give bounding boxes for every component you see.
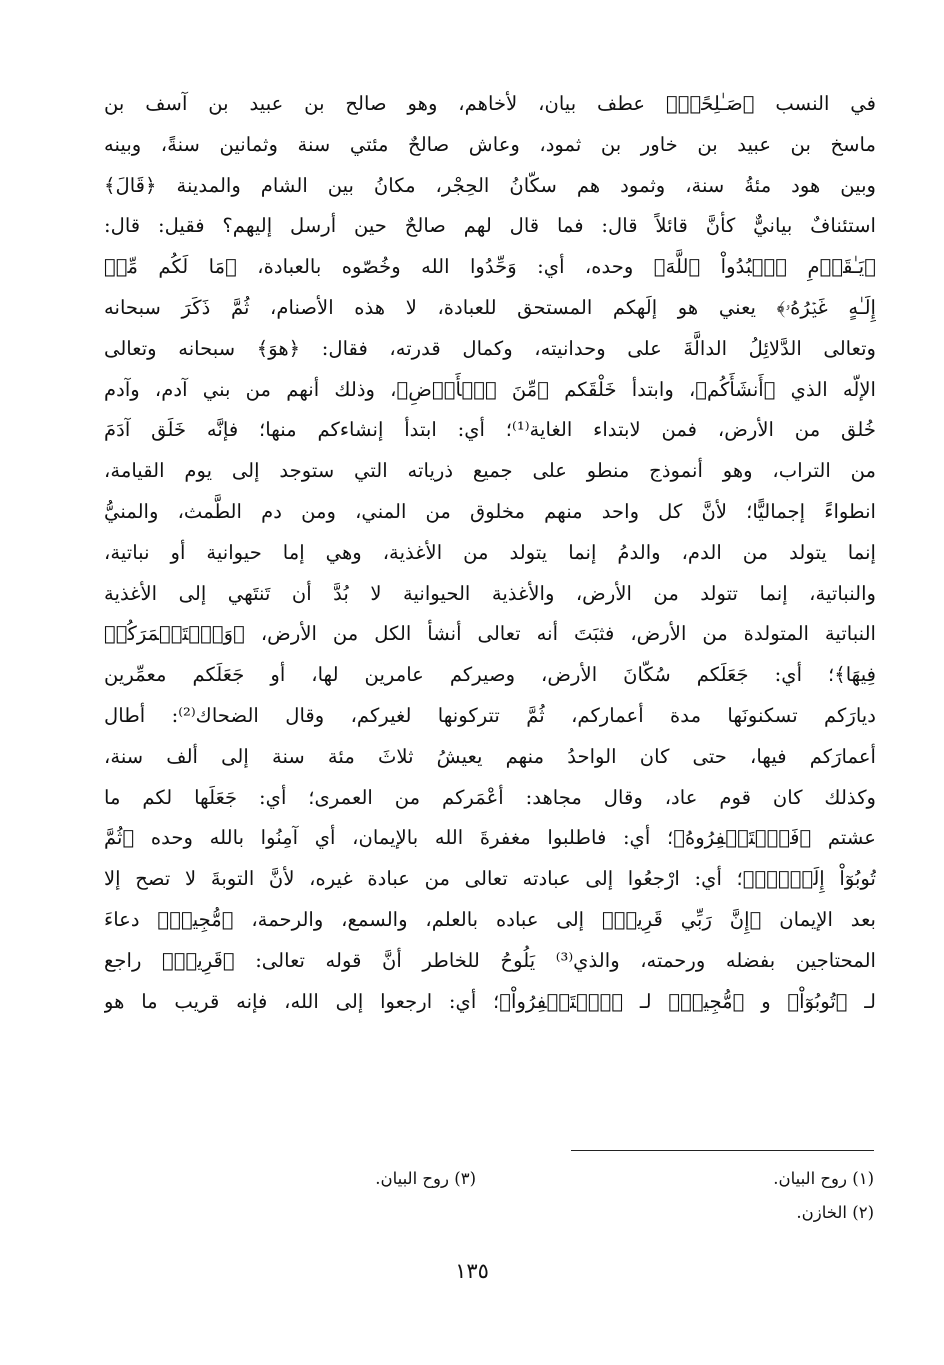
text-line: بعد الإيمان ﴿إِنَّ رَبِّي قَرِيبٞ﴾ إلى عباده بالعلم، والسمع، والرحمة، ﴿مُّجِيبٞ﴾ دعاءَ [104, 907, 876, 931]
footnote-2: (٢) الخازن. [796, 1203, 874, 1222]
text-line: إِلَـٰهٍ غَيۡرُهُۥ﴾ يعني هو إلَهكم المستحق للعبادة، لا هذه الأصنام، ثُمَّ ذَكَرَ سبحانه [104, 295, 876, 319]
text-line: المحتاجين بفضله ورحمته، والذي⁽³⁾ يَلُوحُ للخاطر أنَّ قوله تعالى: ﴿قَرِيبٞ﴾ راجع [104, 948, 876, 972]
text-line: انطواءً إجماليًّا؛ لأنَّ كل واحد منهم مخلوق من المني، ومن دم الطَّمث، والمنيُّ [104, 499, 876, 523]
text-line: استئنافٌ بيانيٌّ كأنَّ قائلاً قال: فما قال لهم صالحٌ حين أرسل إليهم؟ فقيل: قال: [104, 214, 876, 238]
text-line: خُلق من الأرض، فمن لابتداء الغاية⁽¹⁾؛ أي: ابتدأ إنشاءكم منها؛ فإنَّه خَلَق آدَمَ [104, 418, 876, 442]
main-text-block [104, 84, 876, 1022]
text-line: وبين هود مئةُ سنة، وثمود هم سكّانُ الحِجْر، مكانُ بين الشام والمدينة ﴿قَالَ﴾ [104, 173, 876, 197]
text-line: في النسب ﴿صَـٰلِحًاۚ﴾ عطف بيان، لأخاهم، وهو صالح بن عبيد بن آسف بن [104, 92, 876, 115]
footnote-1: (١) روح البيان. [773, 1169, 874, 1188]
text-line: الإلّه الذي ﴿أَنشَأَكُم﴾، وابتدأ خَلْقَكم ﴿مِّنَ ٱلۡأَرۡضِ﴾، وذلك أنهم من بني آدم، وآدم [104, 377, 876, 401]
footnote-divider [571, 1150, 874, 1151]
text-line: فِيهَا﴾؛ أي: جَعَلَكم سُكّانَ الأرض، وصيركم عامرين لها، أو جَعَلَكم معمِّرين [104, 663, 876, 687]
footnote-row [104, 1196, 874, 1230]
text-line: وكذلك كان قوم عاد، وقال مجاهد: أعْمَركم من العمرى؛ أي: جَعَلَها لكم ما [104, 785, 876, 809]
footnotes-block [104, 1162, 874, 1230]
text-line: وتعالى الدَّلائِلُ الدالَّةَ على وحدانيته، وكمال قدرته، فقال: ﴿هوَ﴾ سبحانه وتعالى [104, 336, 876, 360]
text-line: إنما يتولد من الدم، والدمُ إنما يتولد من الأغذية، وهي إما حيوانية أو نباتية، [104, 540, 876, 564]
footnote-row [104, 1162, 874, 1196]
text-line: ﴿يَـٰقَوۡمِ ٱعۡبُدُواْ ٱللَّهَ﴾ وحده، أي: وَحِّدُوا الله وخُصّوه بالعبادة، ﴿مَا لَكُم مِّنۡ [104, 255, 876, 279]
text-line: ديارَكم تسكنونَها مدة أعماركم، ثُمَّ تتركونها لغيركم، وقال الضحاك⁽²⁾: أطال [104, 703, 876, 727]
text-line: النباتية المتولدة من الأرض، فثبَتَ أنه تعالى أنشأ الكل من الأرض، ﴿وَٱسۡتَعۡمَرَكُمۡ [104, 622, 876, 646]
footnote-3: (٣) روح البيان. [375, 1169, 476, 1188]
text-line: من التراب، وهو أنموذج منطو على جميع ذرياته التي ستوجد إلى يوم القيامة، [104, 459, 876, 483]
text-line: ماسخ بن عبيد بن خاور بن ثمود، وعاش صالحٌ مئتي سنة وثمانين سنةً، وبينه [104, 132, 876, 156]
page-number: ١٣٥ [455, 1259, 489, 1283]
text-line: والنباتية، إنما تتولد من الأرض، والأغذية الحيوانية لا بُدَّ أن تَنتَهي إلى الأغذية [104, 581, 876, 605]
text-line: أعمارَكم فيها، حتى كان الواحدُ منهم يعيشُ ثلاثَ مئة سنة إلى ألف سنة، [104, 744, 876, 768]
text-line: لـ ﴿تُوبُوٓاْ﴾ و ﴿مُّجِيبٞ﴾ لـ ﴿ٱسۡتَغۡفِرُواْ﴾؛ أي: ارجعوا إلى الله، فإنه قريب ما هو [104, 989, 876, 1013]
text-line: تُوبُوٓاْ إِلَيۡهِۚ﴾؛ أي: ارْجعُوا إلى عبادته تعالى من عبادة غيره، لأنَّ التوبةَ لا تصح إلا [104, 867, 876, 891]
text-line: عشتم ﴿فَٱسۡتَغۡفِرُوهُ﴾؛ أي: فاطلبوا مغفرةَ الله بالإيمان، أي آمِنُوا بالله وحده ﴿ثُمَّ [104, 826, 876, 850]
